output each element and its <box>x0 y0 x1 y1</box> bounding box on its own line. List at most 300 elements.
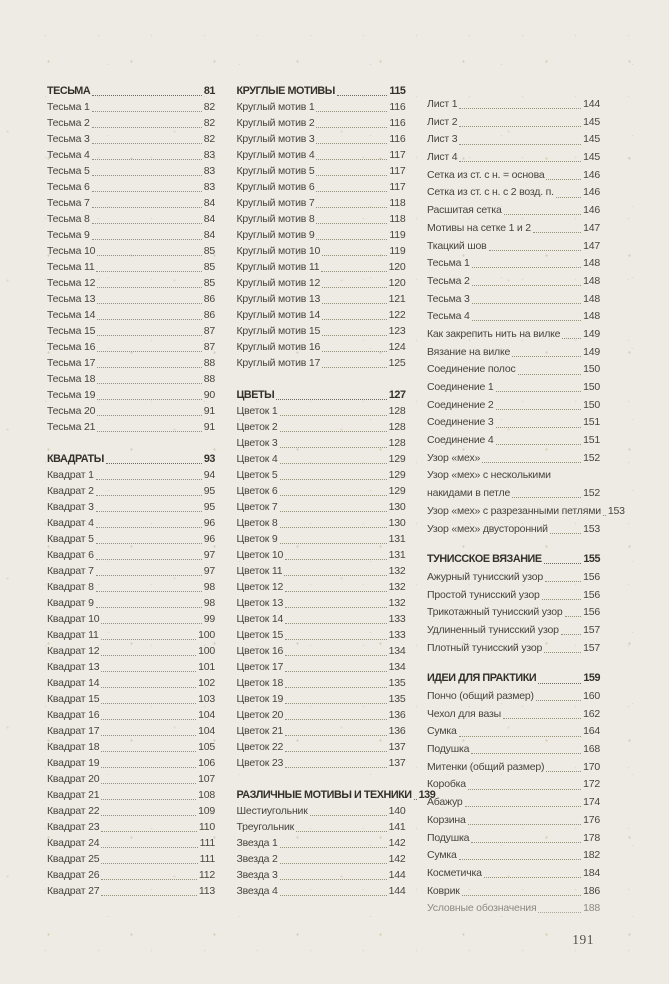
entry-label: Тесьма 10 <box>47 245 96 257</box>
entry-label: Тесьма 15 <box>47 325 96 337</box>
toc-entry <box>47 115 215 131</box>
dot-leader <box>285 687 386 688</box>
dot-leader <box>482 462 581 463</box>
entry-page-number: 115 <box>389 85 406 97</box>
entry-page-number: 147 <box>583 221 600 234</box>
dot-leader <box>92 207 202 208</box>
entry-label: Узор «мех» <box>427 451 481 464</box>
dot-leader <box>471 842 581 843</box>
entry-label: Квадрат 10 <box>47 613 100 625</box>
entry-page-number: 90 <box>203 389 215 401</box>
entry-page-number: 149 <box>583 345 600 358</box>
toc-entry <box>47 483 215 499</box>
dot-leader <box>106 463 202 464</box>
entry-page-number: 160 <box>583 690 600 702</box>
dot-leader <box>101 847 197 848</box>
entry-label: Цветок 20 <box>236 709 284 721</box>
toc-entry <box>427 308 600 326</box>
entry-page-number: 96 <box>203 533 215 545</box>
entry-label: Цветок 14 <box>236 613 284 625</box>
entry-page-number: 86 <box>203 309 215 321</box>
dot-leader <box>101 639 196 640</box>
entry-page-number: 109 <box>198 805 215 817</box>
dot-leader <box>321 271 386 272</box>
entry-label: Как закрепить нить на вилке <box>427 327 561 340</box>
dot-leader <box>536 700 581 701</box>
dot-leader <box>101 799 196 800</box>
dot-leader <box>97 383 201 384</box>
dot-leader <box>285 719 386 720</box>
dot-leader <box>565 616 582 617</box>
entry-label: Цветок 5 <box>236 469 278 481</box>
entry-page-number: 122 <box>388 309 406 321</box>
toc-entry <box>237 227 406 243</box>
entry-label: Квадрат 19 <box>47 757 100 769</box>
toc-entry <box>427 521 600 539</box>
entry-page-number: 81 <box>203 85 215 97</box>
entry-label: Круглый мотив 16 <box>236 341 321 353</box>
entry-label: Круглый мотив 12 <box>236 277 321 289</box>
entry-label: Тесьма 9 <box>47 229 90 241</box>
toc-entry <box>47 819 215 835</box>
dot-leader <box>316 191 387 192</box>
toc-entry <box>237 627 406 643</box>
toc-entry <box>47 883 215 899</box>
toc-entry <box>47 611 215 627</box>
entry-label: Цветок 1 <box>236 405 278 417</box>
entry-label: Вязание на вилке <box>427 345 511 358</box>
toc-entry <box>237 707 406 723</box>
entry-page-number: 127 <box>388 389 406 401</box>
entry-label: Цветок 10 <box>236 549 284 561</box>
dot-leader <box>96 271 201 272</box>
entry-page-number: 182 <box>583 849 600 862</box>
toc-entry <box>47 275 215 291</box>
entry-label: Круглый мотив 13 <box>236 293 321 305</box>
toc-entry <box>47 739 215 755</box>
entry-page-number: 124 <box>388 341 406 353</box>
entry-page-number: 145 <box>583 115 600 128</box>
toc-entry <box>47 851 215 867</box>
entry-page-number: 125 <box>388 357 406 369</box>
dot-leader <box>280 863 387 864</box>
dot-leader <box>101 671 196 672</box>
toc-section-heading <box>237 83 406 99</box>
toc-entry <box>427 569 600 587</box>
dot-leader <box>101 623 201 624</box>
entry-label: Цветок 7 <box>236 501 278 513</box>
entry-label: Тесьма 21 <box>47 421 96 433</box>
entry-page-number: 162 <box>583 707 600 720</box>
toc-entry <box>47 291 215 307</box>
dot-leader <box>92 223 202 224</box>
entry-label: Плотный тунисский узор <box>427 641 543 654</box>
toc-entry <box>427 379 600 397</box>
entry-page-number: 82 <box>203 117 215 129</box>
entry-page-number: 105 <box>198 741 215 753</box>
dot-leader <box>285 559 386 560</box>
dot-leader <box>97 255 201 256</box>
entry-label: Соединение полос <box>427 363 516 376</box>
entry-page-number: 95 <box>203 501 215 513</box>
entry-page-number: 146 <box>583 186 600 199</box>
dot-leader <box>562 338 581 339</box>
entry-page-number: 148 <box>583 292 600 305</box>
dot-leader <box>603 515 606 516</box>
toc-entry <box>427 688 600 706</box>
entry-label: Квадрат 26 <box>47 869 100 881</box>
entry-label: Тесьма 2 <box>47 117 90 129</box>
dot-leader <box>316 143 387 144</box>
entry-label: Ткацкий шов <box>427 239 487 252</box>
entry-page-number: 84 <box>203 229 215 241</box>
toc-entry <box>237 547 406 563</box>
entry-page-number: 152 <box>583 451 600 464</box>
dot-leader <box>97 303 201 304</box>
entry-label: Расшитая сетка <box>427 204 502 217</box>
dot-leader <box>316 223 387 224</box>
toc-section <box>47 83 215 435</box>
entry-label: Квадрат 11 <box>47 629 99 641</box>
entry-label: Цветок 13 <box>236 597 284 609</box>
toc-entry <box>427 776 600 794</box>
dot-leader <box>285 639 386 640</box>
dot-leader <box>285 735 386 736</box>
entry-page-number: 85 <box>203 245 215 257</box>
dot-leader <box>97 399 201 400</box>
dot-leader <box>280 511 387 512</box>
entry-page-number: 107 <box>198 773 215 785</box>
toc-entry <box>237 339 406 355</box>
entry-page-number: 120 <box>388 261 406 273</box>
toc-section-heading <box>427 670 600 688</box>
toc-entry <box>47 723 215 739</box>
dot-leader <box>101 751 196 752</box>
dot-leader <box>459 736 581 737</box>
entry-page-number: 136 <box>388 725 406 737</box>
dot-leader <box>496 391 582 392</box>
dot-leader <box>280 847 387 848</box>
dot-leader <box>538 912 581 913</box>
toc-entry <box>237 419 406 435</box>
dot-leader <box>459 126 581 127</box>
entry-label: Круглый мотив 1 <box>236 101 315 113</box>
entry-page-number: 184 <box>583 866 600 879</box>
toc-entry <box>47 243 215 259</box>
dot-leader <box>546 771 581 772</box>
toc-entry <box>427 604 600 622</box>
dot-leader <box>101 767 196 768</box>
toc-entry <box>427 397 600 415</box>
toc-entry <box>47 195 215 211</box>
dot-leader <box>280 431 387 432</box>
dot-leader <box>561 634 581 635</box>
toc-entry <box>47 131 215 147</box>
toc-entry <box>47 707 215 723</box>
toc-entry <box>427 622 600 640</box>
dot-leader <box>322 319 386 320</box>
toc-entry <box>427 96 600 114</box>
entry-label: Цветок 9 <box>236 533 278 545</box>
entry-label: Узор «мех» двусторонний <box>427 522 548 535</box>
toc-section-heading <box>237 387 406 403</box>
entry-label: Квадрат 20 <box>47 773 100 785</box>
entry-page-number: 98 <box>203 597 215 609</box>
section-title: КРУГЛЫЕ МОТИВЫ <box>236 85 335 97</box>
entry-page-number: 116 <box>389 117 406 129</box>
toc-entry <box>47 323 215 339</box>
entry-label: Звезда 3 <box>236 869 278 881</box>
toc-entry <box>427 847 600 865</box>
entry-page-number: 170 <box>583 760 600 773</box>
toc-entry <box>427 587 600 605</box>
toc-entry <box>427 344 600 362</box>
section-title: ЦВЕТЫ <box>236 389 275 401</box>
entry-label: Квадрат 14 <box>47 677 100 689</box>
entry-label: Круглый мотив 10 <box>236 245 321 257</box>
entry-label: Корзина <box>427 813 466 826</box>
toc-entry <box>47 691 215 707</box>
dot-leader <box>316 159 387 160</box>
dot-leader <box>322 287 386 288</box>
dot-leader <box>544 563 582 564</box>
dot-leader <box>484 877 581 878</box>
toc-entry <box>237 403 406 419</box>
toc-entry <box>237 179 406 195</box>
entry-page-number: 118 <box>389 197 406 209</box>
entry-label: Коврик <box>427 884 460 897</box>
toc-columns <box>47 83 625 918</box>
entry-label: Квадрат 24 <box>47 837 100 849</box>
toc-section <box>237 83 406 371</box>
entry-label: Звезда 2 <box>236 853 278 865</box>
toc-entry <box>237 611 406 627</box>
toc-section <box>427 551 600 657</box>
entry-label: Квадрат 12 <box>47 645 100 657</box>
entry-page-number: 152 <box>583 487 600 500</box>
toc-column <box>427 83 625 918</box>
toc-entry <box>427 741 600 759</box>
toc-entry <box>47 627 215 643</box>
toc-section <box>237 387 406 771</box>
section-title: РАЗЛИЧНЫЕ МОТИВЫ И ТЕХНИКИ <box>236 789 412 801</box>
entry-label: Тесьма 6 <box>47 181 90 193</box>
entry-label: Тесьма 4 <box>47 149 90 161</box>
dot-leader <box>276 399 387 400</box>
entry-label: Соединение 2 <box>427 398 494 411</box>
toc-entry <box>47 771 215 787</box>
toc-entry <box>47 563 215 579</box>
dot-leader <box>97 367 201 368</box>
entry-page-number: 145 <box>583 133 600 146</box>
toc-entry <box>237 451 406 467</box>
entry-label: Тесьма 14 <box>47 309 96 321</box>
toc-entry <box>237 131 406 147</box>
entry-page-number: 135 <box>388 693 406 705</box>
entry-page-number: 186 <box>583 884 600 897</box>
entry-page-number: 140 <box>388 805 406 817</box>
toc-entry <box>237 147 406 163</box>
entry-page-number: 117 <box>389 165 406 177</box>
entry-label: Удлиненный тунисский узор <box>427 623 559 636</box>
entry-page-number: 121 <box>388 293 406 305</box>
section-title: ТЕСЬМА <box>47 85 91 97</box>
entry-page-number: 150 <box>583 381 600 393</box>
dot-leader <box>285 623 386 624</box>
toc-section-heading <box>47 83 215 99</box>
entry-page-number: 117 <box>389 149 406 161</box>
entry-label: Мотивы на сетке 1 и 2 <box>427 221 531 234</box>
dot-leader <box>316 127 387 128</box>
entry-page-number: 144 <box>388 885 406 897</box>
entry-label: Квадрат 7 <box>47 565 94 577</box>
entry-page-number: 91 <box>203 421 215 433</box>
entry-page-number: 87 <box>203 325 215 337</box>
entry-label: накидами в петле <box>427 487 511 500</box>
toc-entry <box>47 211 215 227</box>
entry-page-number: 111 <box>199 837 215 849</box>
entry-page-number: 148 <box>583 274 600 287</box>
section-title: КВАДРАТЫ <box>47 453 104 465</box>
entry-page-number: 94 <box>203 469 215 481</box>
toc-entry <box>47 307 215 323</box>
entry-page-number: 128 <box>388 405 406 417</box>
entry-label: Подушка <box>427 743 470 756</box>
entry-page-number: 98 <box>203 581 215 593</box>
entry-page-number: 137 <box>388 757 406 769</box>
dot-leader <box>472 285 581 286</box>
entry-label: Соединение 4 <box>427 434 494 447</box>
entry-page-number: 91 <box>203 405 215 417</box>
dot-leader <box>101 895 196 896</box>
entry-label: Условные обозначения <box>427 902 537 915</box>
entry-label: Лист 3 <box>427 133 458 146</box>
dot-leader <box>545 581 581 582</box>
entry-label: Цветок 15 <box>236 629 284 641</box>
toc-entry <box>237 803 406 819</box>
entry-page-number: 119 <box>389 245 406 257</box>
entry-label: Круглый мотив 9 <box>236 229 315 241</box>
toc-entry <box>47 515 215 531</box>
entry-label: Звезда 1 <box>236 837 278 849</box>
entry-page-number: 85 <box>203 261 215 273</box>
entry-page-number: 104 <box>198 725 215 737</box>
toc-entry <box>47 579 215 595</box>
toc-entry <box>427 759 600 777</box>
dot-leader <box>101 719 196 720</box>
entry-label: Квадрат 22 <box>47 805 100 817</box>
dot-leader <box>92 239 202 240</box>
toc-entry <box>237 211 406 227</box>
entry-page-number: 150 <box>583 363 600 376</box>
toc-entry <box>237 867 406 883</box>
entry-label: Тесьма 2 <box>427 274 470 287</box>
entry-page-number: 97 <box>203 565 215 577</box>
dot-leader <box>285 767 386 768</box>
entry-page-number: 93 <box>203 453 215 465</box>
entry-label: Цветок 21 <box>236 725 284 737</box>
dot-leader <box>101 863 197 864</box>
entry-label: Тесьма 19 <box>47 389 96 401</box>
dot-leader <box>101 815 196 816</box>
entry-page-number: 112 <box>198 869 215 881</box>
toc-entry <box>47 227 215 243</box>
dot-leader <box>285 751 386 752</box>
toc-entry <box>237 467 406 483</box>
toc-entry <box>427 167 600 185</box>
dot-leader <box>280 463 387 464</box>
entry-page-number: 139 <box>418 789 436 801</box>
toc-entry <box>47 643 215 659</box>
entry-label: Пончо (общий размер) <box>427 690 534 702</box>
toc-section <box>47 451 215 899</box>
dot-leader <box>92 127 202 128</box>
entry-label: Тесьма 7 <box>47 197 90 209</box>
entry-label: Квадрат 6 <box>47 549 94 561</box>
dot-leader <box>96 479 202 480</box>
entry-page-number: 136 <box>388 709 406 721</box>
entry-page-number: 116 <box>389 133 406 145</box>
toc-entry <box>427 640 600 658</box>
entry-page-number: 83 <box>203 165 215 177</box>
dot-leader <box>96 575 202 576</box>
entry-page-number: 100 <box>198 645 215 657</box>
entry-page-number: 156 <box>583 588 600 601</box>
dot-leader <box>316 175 387 176</box>
toc-entry <box>427 812 600 830</box>
entry-page-number: 130 <box>388 501 406 513</box>
toc-entry <box>237 99 406 115</box>
toc-entry <box>47 659 215 675</box>
entry-label: Цветок 16 <box>236 645 284 657</box>
dot-leader <box>468 824 581 825</box>
dot-leader <box>96 559 202 560</box>
entry-page-number: 129 <box>388 469 406 481</box>
entry-label: Ажурный тунисский узор <box>427 570 544 583</box>
entry-label: Подушка <box>427 831 470 844</box>
dot-leader <box>280 447 387 448</box>
entry-label: Простой тунисский узор <box>427 588 540 601</box>
entry-label: Цветок 18 <box>236 677 284 689</box>
entry-page-number: 134 <box>388 645 406 657</box>
entry-label: Тесьма 1 <box>427 257 470 270</box>
toc-entry <box>427 900 600 918</box>
entry-page-number: 132 <box>388 565 406 577</box>
toc-entry <box>427 450 600 468</box>
entry-label: Тесьма 13 <box>47 293 96 305</box>
dot-leader <box>97 415 201 416</box>
entry-page-number: 106 <box>198 757 215 769</box>
entry-page-number: 120 <box>388 277 406 289</box>
toc-entry <box>427 723 600 741</box>
toc-entry <box>237 755 406 771</box>
entry-page-number: 103 <box>198 693 215 705</box>
dot-leader <box>414 799 417 800</box>
entry-page-number: 135 <box>388 677 406 689</box>
entry-label: Звезда 4 <box>236 885 278 897</box>
dot-leader <box>101 703 196 704</box>
toc-column <box>47 83 215 918</box>
toc-entry <box>47 531 215 547</box>
toc-entry <box>427 255 600 273</box>
dot-leader <box>468 789 581 790</box>
dot-leader <box>504 214 581 215</box>
dot-leader <box>92 143 202 144</box>
dot-leader <box>462 895 581 896</box>
toc-section <box>427 96 625 538</box>
toc-entry <box>237 435 406 451</box>
entry-page-number: 145 <box>583 151 600 164</box>
